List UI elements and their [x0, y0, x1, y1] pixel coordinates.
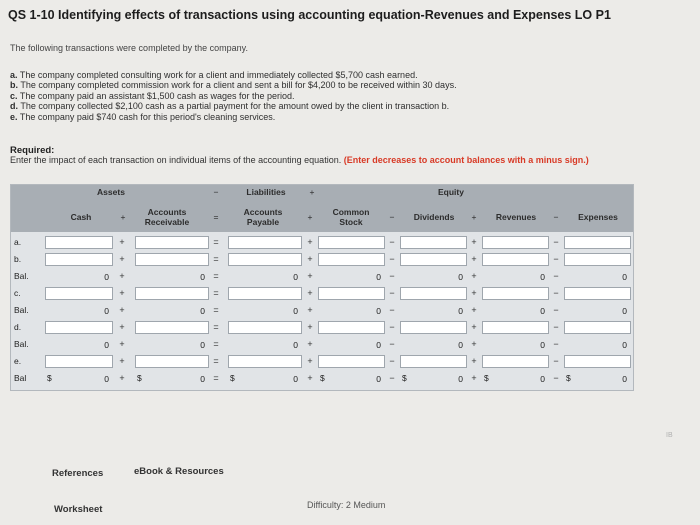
expenses-cell[interactable]	[564, 287, 631, 300]
revenues-cell: 0	[494, 372, 549, 385]
common-stock-cell[interactable]	[318, 253, 385, 266]
dividends-cell[interactable]	[400, 236, 467, 249]
revenues-cell: 0	[482, 338, 549, 351]
cash-cell: 0	[57, 372, 113, 385]
minus-operator: −	[389, 212, 395, 222]
plus-operator: +	[307, 212, 313, 222]
minus-operator: −	[389, 373, 395, 383]
page-title: QS 1-10 Identifying effects of transactions using accounting equation-Revenues and Expenses LO P1	[8, 8, 611, 22]
dividends-column-header: Dividends	[413, 212, 455, 222]
expenses-cell[interactable]	[564, 236, 631, 249]
accounts-payable-cell[interactable]	[228, 236, 302, 249]
common-stock-cell[interactable]	[318, 321, 385, 334]
accounts-payable-cell[interactable]	[228, 355, 302, 368]
cash-cell: 0	[45, 270, 113, 283]
plus-operator: +	[307, 237, 313, 247]
expenses-cell[interactable]	[564, 321, 631, 334]
cash-cell[interactable]	[45, 355, 113, 368]
expenses-cell: 0	[564, 304, 631, 317]
accounting-equation-table	[10, 184, 634, 391]
intro-text: The following transactions were completed by the company.	[10, 43, 248, 53]
minus-operator: −	[389, 288, 395, 298]
cash-cell[interactable]	[45, 236, 113, 249]
expenses-cell: 0	[576, 372, 631, 385]
revenues-cell[interactable]	[482, 321, 549, 334]
accounts-payable-column-header: Accounts Payable	[243, 207, 283, 227]
common-stock-cell[interactable]	[318, 355, 385, 368]
row-label: a.	[14, 237, 22, 247]
currency-sign: $	[230, 373, 235, 383]
common-stock-cell: 0	[318, 338, 385, 351]
plus-operator: +	[307, 339, 313, 349]
row-label: b.	[14, 254, 22, 264]
row-label: e.	[14, 356, 22, 366]
revenues-cell[interactable]	[482, 287, 549, 300]
plus-operator: +	[307, 356, 313, 366]
currency-sign: $	[402, 373, 407, 383]
currency-sign: $	[484, 373, 489, 383]
equals-operator: =	[213, 373, 219, 383]
accounts-receivable-cell[interactable]	[135, 236, 209, 249]
plus-operator: +	[119, 305, 125, 315]
row-label: Bal.	[14, 339, 29, 349]
minus-operator: −	[553, 356, 559, 366]
cash-cell: 0	[45, 338, 113, 351]
plus-operator: +	[471, 305, 477, 315]
accounts-receivable-cell[interactable]	[135, 321, 209, 334]
equals-operator: =	[213, 237, 219, 247]
expenses-cell: 0	[564, 270, 631, 283]
equals-operator: =	[213, 322, 219, 332]
accounts-receivable-cell[interactable]	[135, 287, 209, 300]
plus-operator: +	[307, 271, 313, 281]
common-stock-cell[interactable]	[318, 236, 385, 249]
expenses-cell: 0	[564, 338, 631, 351]
equals-operator: =	[213, 356, 219, 366]
minus-operator: −	[553, 254, 559, 264]
plus-operator: +	[119, 373, 125, 383]
cash-cell: 0	[45, 304, 113, 317]
equals-operator: =	[213, 254, 219, 264]
minus-operator: −	[213, 187, 219, 197]
transaction-item: a. The company completed consulting work for a client and immediately collected $5,700 cash earned.	[10, 70, 418, 80]
accounts-payable-cell: 0	[228, 304, 302, 317]
revenues-cell[interactable]	[482, 236, 549, 249]
ebook-resources-link[interactable]: eBook & Resources	[134, 466, 224, 477]
accounts-receivable-column-header: Accounts Receivable	[144, 207, 190, 227]
plus-operator: +	[471, 339, 477, 349]
plus-operator: +	[307, 288, 313, 298]
transaction-item: d. The company collected $2,100 cash as a partial payment for the amount owed by the client in transaction b.	[10, 101, 450, 112]
cash-cell[interactable]	[45, 287, 113, 300]
dividends-cell[interactable]	[400, 253, 467, 266]
row-label: c.	[14, 288, 21, 298]
minus-operator: −	[553, 339, 559, 349]
dividends-cell: 0	[400, 304, 467, 317]
revenues-cell: 0	[482, 304, 549, 317]
accounts-payable-cell[interactable]	[228, 321, 302, 334]
plus-operator: +	[307, 322, 313, 332]
assets-header: Assets	[97, 187, 125, 197]
currency-sign: $	[566, 373, 571, 383]
minus-operator: −	[389, 322, 395, 332]
cash-cell[interactable]	[45, 321, 113, 334]
plus-operator: +	[307, 373, 313, 383]
plus-operator: +	[471, 237, 477, 247]
minus-operator: −	[553, 305, 559, 315]
minus-operator: −	[553, 212, 559, 222]
dividends-cell: 0	[400, 338, 467, 351]
row-label: Bal.	[14, 305, 29, 315]
transaction-list	[10, 70, 457, 122]
accounts-receivable-cell: 0	[147, 372, 209, 385]
corner-mark: IB	[666, 432, 673, 439]
accounts-receivable-cell: 0	[135, 338, 209, 351]
minus-operator: −	[389, 339, 395, 349]
cash-column-header: Cash	[70, 212, 92, 222]
equals-operator: =	[213, 271, 219, 281]
plus-operator: +	[120, 212, 126, 222]
expenses-cell[interactable]	[564, 253, 631, 266]
expenses-cell[interactable]	[564, 355, 631, 368]
plus-operator: +	[307, 254, 313, 264]
accounts-receivable-cell: 0	[135, 270, 209, 283]
minus-sign-note: (Enter decreases to account balances with a minus sign.)	[343, 155, 589, 165]
minus-operator: −	[389, 271, 395, 281]
equals-operator: =	[213, 288, 219, 298]
plus-operator: +	[471, 322, 477, 332]
plus-operator: +	[471, 212, 477, 222]
plus-operator: +	[309, 187, 315, 197]
plus-operator: +	[471, 373, 477, 383]
minus-operator: −	[553, 373, 559, 383]
accounts-payable-cell[interactable]	[228, 253, 302, 266]
accounts-receivable-cell[interactable]	[135, 355, 209, 368]
plus-operator: +	[471, 271, 477, 281]
dividends-cell[interactable]	[400, 355, 467, 368]
revenues-column-header: Revenues	[495, 212, 537, 222]
common-stock-cell: 0	[318, 304, 385, 317]
revenues-cell[interactable]	[482, 253, 549, 266]
accounts-receivable-cell[interactable]	[135, 253, 209, 266]
currency-sign: $	[47, 373, 52, 383]
plus-operator: +	[119, 288, 125, 298]
common-stock-cell[interactable]	[318, 287, 385, 300]
plus-operator: +	[471, 288, 477, 298]
expenses-column-header: Expenses	[578, 212, 618, 222]
row-label: Bal.	[14, 271, 29, 281]
dividends-cell: 0	[412, 372, 467, 385]
difficulty-label: Difficulty: 2 Medium	[307, 500, 386, 510]
cash-cell[interactable]	[45, 253, 113, 266]
row-label: d.	[14, 322, 22, 332]
minus-operator: −	[553, 322, 559, 332]
row-label: Bal	[14, 373, 27, 383]
plus-operator: +	[471, 356, 477, 366]
currency-sign: $	[320, 373, 325, 383]
plus-operator: +	[307, 305, 313, 315]
dividends-cell[interactable]	[400, 287, 467, 300]
revenues-cell: 0	[482, 270, 549, 283]
required-label: Required:	[10, 145, 55, 156]
references-link[interactable]: References	[52, 468, 104, 479]
minus-operator: −	[553, 288, 559, 298]
common-stock-column-header: Common Stock	[332, 207, 370, 227]
minus-operator: −	[389, 305, 395, 315]
minus-operator: −	[389, 356, 395, 366]
common-stock-cell: 0	[318, 270, 385, 283]
transaction-item: e. The company paid $740 cash for this period's cleaning services.	[10, 111, 276, 122]
minus-operator: −	[389, 254, 395, 264]
transaction-item: c. The company paid an assistant $1,500 cash as wages for the period.	[10, 90, 295, 101]
revenues-cell[interactable]	[482, 355, 549, 368]
plus-operator: +	[119, 254, 125, 264]
plus-operator: +	[119, 237, 125, 247]
equals-operator: =	[213, 305, 219, 315]
dividends-cell[interactable]	[400, 321, 467, 334]
worksheet-link[interactable]: Worksheet	[54, 504, 103, 515]
minus-operator: −	[553, 271, 559, 281]
accounts-payable-cell: 0	[228, 338, 302, 351]
transaction-item: b. The company completed commission work for a client and sent a bill for $4,200 to be received within 30 days.	[10, 80, 457, 91]
accounts-payable-cell: 0	[228, 270, 302, 283]
currency-sign: $	[137, 373, 142, 383]
minus-operator: −	[553, 237, 559, 247]
plus-operator: +	[119, 356, 125, 366]
accounts-payable-cell[interactable]	[228, 287, 302, 300]
equity-header: Equity	[438, 187, 464, 197]
minus-operator: −	[389, 237, 395, 247]
equals-operator: =	[213, 212, 219, 222]
equals-operator: =	[213, 339, 219, 349]
liabilities-header: Liabilities	[246, 187, 286, 197]
plus-operator: +	[119, 339, 125, 349]
plus-operator: +	[119, 322, 125, 332]
required-instructions: Enter the impact of each transaction on individual items of the accounting equation. (Enter decreases to account balances with a minus sign.)	[10, 155, 589, 165]
accounts-receivable-cell: 0	[135, 304, 209, 317]
plus-operator: +	[471, 254, 477, 264]
dividends-cell: 0	[400, 270, 467, 283]
common-stock-cell: 0	[330, 372, 385, 385]
plus-operator: +	[119, 271, 125, 281]
accounts-payable-cell: 0	[240, 372, 302, 385]
